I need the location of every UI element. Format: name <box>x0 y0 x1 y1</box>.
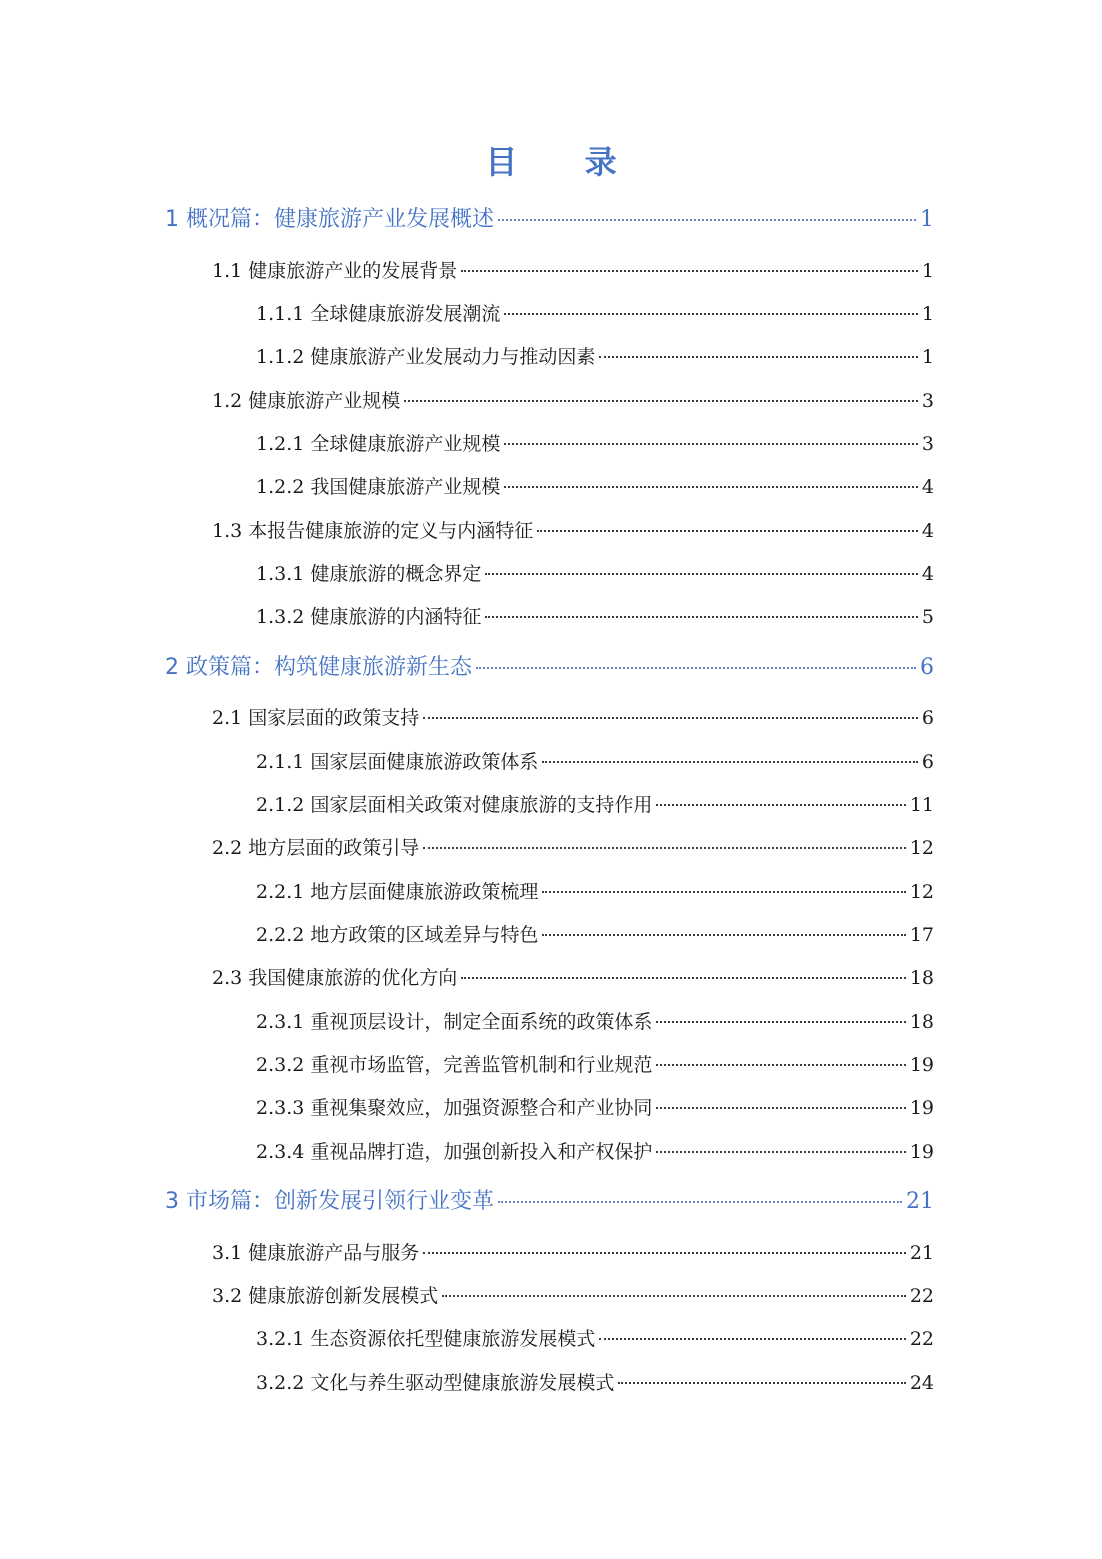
toc-entry-level2[interactable] <box>212 1280 934 1312</box>
toc-entry-level2[interactable] <box>212 832 934 864</box>
toc-entry-level3[interactable] <box>256 1092 934 1124</box>
toc-entry-label: 1.2.2 我国健康旅游产业规模 <box>256 476 501 498</box>
toc-entry-label: 2.2.2 地方政策的区域差异与特色 <box>256 924 539 946</box>
toc-entry-label: 1.3.2 健康旅游的内涵特征 <box>256 606 482 628</box>
toc-entry-level2[interactable] <box>212 255 934 287</box>
toc-entry-level1[interactable] <box>165 652 934 684</box>
toc-entry-page-number: 4 <box>921 476 934 498</box>
toc-entry-page-number: 18 <box>909 1011 934 1033</box>
toc-entry-label: 2.1.2 国家层面相关政策对健康旅游的支持作用 <box>256 794 653 816</box>
toc-entry-level2[interactable] <box>212 515 934 547</box>
toc-entry-page-number: 19 <box>909 1097 934 1119</box>
toc-entry-label: 1.3.1 健康旅游的概念界定 <box>256 563 482 585</box>
toc-entry-page-number: 12 <box>909 837 934 859</box>
toc-entry-page-number: 24 <box>909 1372 934 1394</box>
dot-leader <box>656 1064 905 1066</box>
toc-entry-level3[interactable] <box>256 919 934 951</box>
dot-leader <box>498 219 916 221</box>
dot-leader <box>498 1201 902 1203</box>
toc-entry-page-number: 19 <box>909 1141 934 1163</box>
dot-leader <box>461 977 906 979</box>
toc-entry-page-number: 6 <box>920 655 934 680</box>
toc-entry-page-number: 22 <box>909 1328 934 1350</box>
dot-leader <box>423 1252 906 1254</box>
toc-entry-label: 3.2.1 生态资源依托型健康旅游发展模式 <box>256 1328 596 1350</box>
toc-entry-label: 1.1.1 全球健康旅游发展潮流 <box>256 303 501 325</box>
toc-entry-label: 2.3.4 重视品牌打造，加强创新投入和产权保护 <box>256 1141 653 1163</box>
toc-entry-label: 3.2.2 文化与养生驱动型健康旅游发展模式 <box>256 1372 615 1394</box>
toc-entry-level3[interactable] <box>256 746 934 778</box>
dot-leader <box>404 400 918 402</box>
toc-entry-page-number: 21 <box>906 1189 934 1214</box>
dot-leader <box>656 1021 905 1023</box>
toc-entry-level2[interactable] <box>212 962 934 994</box>
toc-entry-level2[interactable] <box>212 1237 934 1269</box>
dot-leader <box>485 573 918 575</box>
toc-entry-label: 2.3.2 重视市场监管，完善监管机制和行业规范 <box>256 1054 653 1076</box>
toc-entry-page-number: 12 <box>909 881 934 903</box>
dot-leader <box>656 1151 905 1153</box>
toc-entry-level3[interactable] <box>256 298 934 330</box>
toc-entry-label: 2.2.1 地方层面健康旅游政策梳理 <box>256 881 539 903</box>
toc-entry-label: 1.3 本报告健康旅游的定义与内涵特征 <box>212 520 534 542</box>
toc-entry-level3[interactable] <box>256 1323 934 1355</box>
toc-entry-label: 3.1 健康旅游产品与服务 <box>212 1242 420 1264</box>
toc-entry-page-number: 19 <box>909 1054 934 1076</box>
toc-entry-page-number: 4 <box>921 520 934 542</box>
dot-leader <box>656 1107 905 1109</box>
toc-entry-level3[interactable] <box>256 1367 934 1399</box>
toc-entry-page-number: 1 <box>921 260 934 282</box>
dot-leader <box>476 667 916 669</box>
dot-leader <box>542 891 905 893</box>
toc-entry-label: 1.1 健康旅游产业的发展背景 <box>212 260 458 282</box>
dot-leader <box>504 443 918 445</box>
dot-leader <box>537 530 918 532</box>
toc-entry-level3[interactable] <box>256 789 934 821</box>
toc-entry-page-number: 1 <box>921 303 934 325</box>
toc-entry-level3[interactable] <box>256 558 934 590</box>
toc-entry-page-number: 21 <box>909 1242 934 1264</box>
toc-entry-page-number: 6 <box>921 751 934 773</box>
dot-leader <box>599 356 918 358</box>
dot-leader <box>542 761 918 763</box>
dot-leader <box>542 934 905 936</box>
dot-leader <box>485 616 918 618</box>
toc-entry-page-number: 1 <box>921 346 934 368</box>
toc-entry-label: 2 政策篇：构筑健康旅游新生态 <box>165 655 472 680</box>
toc-entry-level1[interactable] <box>165 1186 934 1218</box>
dot-leader <box>599 1338 905 1340</box>
toc-entry-page-number: 6 <box>921 707 934 729</box>
toc-entry-label: 2.3.3 重视集聚效应，加强资源整合和产业协同 <box>256 1097 653 1119</box>
toc-entry-level3[interactable] <box>256 1136 934 1168</box>
dot-leader <box>461 270 918 272</box>
dot-leader <box>423 717 918 719</box>
toc-entry-label: 3.2 健康旅游创新发展模式 <box>212 1285 439 1307</box>
toc-entry-label: 2.1.1 国家层面健康旅游政策体系 <box>256 751 539 773</box>
toc-entry-level3[interactable] <box>256 341 934 373</box>
dot-leader <box>442 1295 906 1297</box>
toc-entry-level1[interactable] <box>165 204 934 236</box>
dot-leader <box>423 847 906 849</box>
toc-entry-label: 2.2 地方层面的政策引导 <box>212 837 420 859</box>
toc-entry-level3[interactable] <box>256 1049 934 1081</box>
toc-entry-label: 1 概况篇：健康旅游产业发展概述 <box>165 207 494 232</box>
toc-entry-label: 3 市场篇：创新发展引领行业变革 <box>165 1189 494 1214</box>
toc-entry-page-number: 18 <box>909 967 934 989</box>
toc-title: 目 录 <box>485 143 645 181</box>
toc-entry-label: 2.1 国家层面的政策支持 <box>212 707 420 729</box>
toc-entry-label: 2.3.1 重视顶层设计，制定全面系统的政策体系 <box>256 1011 653 1033</box>
toc-entry-level3[interactable] <box>256 876 934 908</box>
toc-entry-level2[interactable] <box>212 385 934 417</box>
toc-entry-level3[interactable] <box>256 471 934 503</box>
toc-entry-level3[interactable] <box>256 601 934 633</box>
toc-entry-page-number: 4 <box>921 563 934 585</box>
toc-entry-label: 2.3 我国健康旅游的优化方向 <box>212 967 458 989</box>
dot-leader <box>504 313 918 315</box>
toc-entry-level3[interactable] <box>256 1006 934 1038</box>
toc-entry-page-number: 17 <box>909 924 934 946</box>
toc-entry-page-number: 1 <box>920 207 934 232</box>
toc-entry-label: 1.2.1 全球健康旅游产业规模 <box>256 433 501 455</box>
dot-leader <box>504 486 918 488</box>
dot-leader <box>618 1382 905 1384</box>
toc-entry-page-number: 11 <box>909 794 934 816</box>
toc-entry-page-number: 3 <box>921 433 934 455</box>
dot-leader <box>656 804 905 806</box>
toc-entry-level3[interactable] <box>256 428 934 460</box>
toc-entry-page-number: 3 <box>921 390 934 412</box>
toc-entry-label: 1.2 健康旅游产业规模 <box>212 390 401 412</box>
toc-entry-page-number: 5 <box>921 606 934 628</box>
toc-entry-level2[interactable] <box>212 702 934 734</box>
toc-entry-page-number: 22 <box>909 1285 934 1307</box>
toc-entry-label: 1.1.2 健康旅游产业发展动力与推动因素 <box>256 346 596 368</box>
